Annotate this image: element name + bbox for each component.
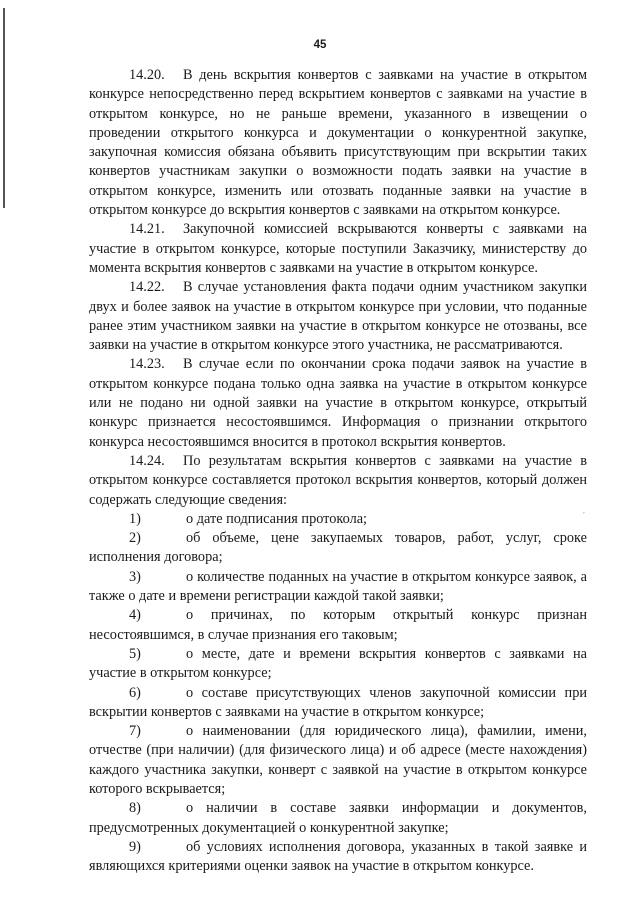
clause-number: 14.23. [129, 356, 165, 373]
list-item-number: 1) [129, 510, 141, 527]
clause-14-21 [89, 220, 587, 278]
list-item-6 [89, 684, 587, 723]
list-item-text: о количестве поданных на участие в открытом конкурсе заявок, а также о дате и времени регистрации каждой такой заявки; [89, 568, 587, 605]
page-number: 45 [313, 39, 327, 51]
clause-14-23 [89, 355, 587, 451]
document-body [89, 66, 587, 876]
clause-14-22 [89, 278, 587, 355]
clause-number: 14.21. [129, 221, 165, 238]
list-item-text: об условиях исполнения договора, указанных в такой заявке и являющихся критериями оценки заявок на участие в открытом конкурсе. [89, 838, 587, 875]
list-item-text: о причинах, по которым открытый конкурс признан несостоявшимся, в случае признания его таковым; [89, 607, 587, 643]
list-item-number: 2) [129, 530, 141, 547]
list-item-3 [89, 568, 587, 607]
list-item-text: о составе присутствующих членов закупочной комиссии при вскрытии конвертов с заявками на участие в открытом конкурсе; [89, 684, 587, 720]
scan-artifact-mark: ′ [583, 511, 585, 520]
list-item-number: 8) [129, 800, 141, 817]
clause-text: В случае установления факта подачи одним участником закупки двух и более заявок на участие в открытом конкурсе при условии, что поданные ранее этим участником заявки на участие в открытом конкурсе не отозваны, все заявки на участие в открытом конкурсе этого участника, не рассматриваются. [89, 279, 587, 354]
list-item-number: 4) [129, 607, 141, 624]
list-item-9 [89, 838, 587, 877]
list-item-2 [89, 529, 587, 568]
clause-number: 14.24. [129, 452, 165, 469]
list-item-number: 5) [129, 645, 141, 662]
list-item-text: о дате подписания протокола; [186, 510, 368, 527]
list-item-text: о наименовании (для юридического лица), фамилии, имени, отчестве (при наличии) (для физического лица) и об адресе (месте нахождения) каждого участника закупки, конверт с заявкой на участие в открытом конкурсе которого вскрывается; [89, 723, 587, 797]
list-item-number: 3) [129, 568, 141, 585]
list-item-8 [89, 799, 587, 838]
list-item-text: о месте, дате и времени вскрытия конвертов с заявками на участие в открытом конкурсе; [89, 645, 587, 682]
list-item-number: 9) [129, 838, 141, 855]
clause-text: Закупочной комиссией вскрываются конверты с заявками на участие в открытом конкурсе, которые поступили Заказчику, министерству до момента вскрытия конвертов с заявками на участие в открытом конкурсе. [89, 221, 587, 276]
scan-edge-line [3, 8, 5, 208]
clause-14-20 [89, 66, 587, 220]
clause-text: В случае если по окончании срока подачи заявок на участие в открытом конкурсе подана только одна заявка на участие в открытом конкурсе или не подано ни одной заявки на участие в открытом конкурсе, открытый конкурс признается несостоявшимся. Информация о признании открытого конкурса несостоявшимся вносится в протокол вскрытия конвертов. [89, 356, 587, 450]
list-item-number: 6) [129, 684, 141, 701]
clause-text: По результатам вскрытия конвертов с заявками на участие в открытом конкурсе составляется протокол вскрытия конвертов, который должен содержать следующие сведения: [89, 452, 587, 508]
clause-14-24 [89, 452, 587, 510]
list-item-number: 7) [129, 723, 141, 740]
list-item-text: о наличии в составе заявки информации и документов, предусмотренных документацией о конкурентной закупке; [89, 800, 587, 836]
clause-text: В день вскрытия конвертов с заявками на участие в открытом конкурсе непосредственно перед вскрытием конвертов с заявками на участие в открытом конкурсе, но не раньше времени, указанного в извещении о проведении открытого конкурса и документации о конкурентной закупке, закупочная комиссия обязана объявить присутствующим при вскрытии таких конвертов участникам закупки о возможности подать заявки на участие в открытом конкурсе, изменить или отозвать поданные заявки на участие в открытом конкурсе до вскрытия конвертов с заявками на открытом конкурсе. [89, 67, 587, 219]
clause-number: 14.22. [129, 279, 165, 296]
list-item-4 [89, 606, 587, 645]
clause-number: 14.20. [129, 67, 165, 83]
list-item-1 [89, 510, 587, 529]
list-item-text: об объеме, цене закупаемых товаров, работ, услуг, сроке исполнения договора; [89, 530, 587, 566]
list-item-5 [89, 645, 587, 684]
list-item-7 [89, 722, 587, 799]
